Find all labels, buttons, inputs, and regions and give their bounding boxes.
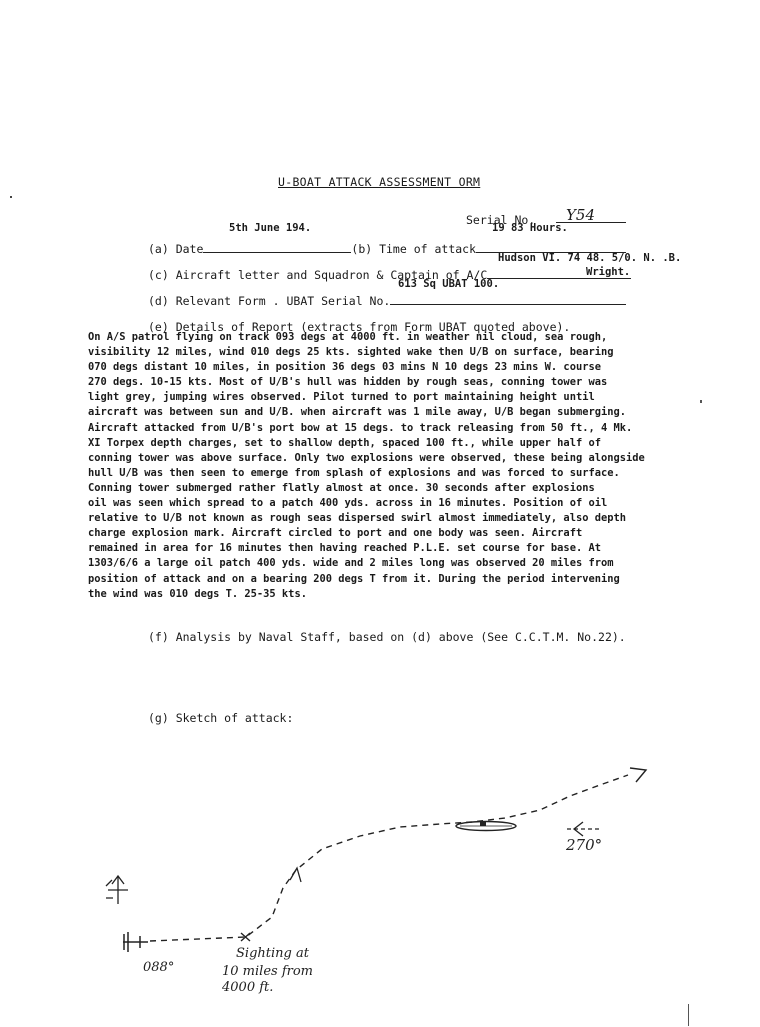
report-line: 270 degs. 10-15 kts. Most of U/B's hull was hidden by rough seas, conning tower was (88, 376, 608, 389)
aircraft-icon (123, 932, 148, 952)
aircraft-track (150, 775, 628, 941)
report-line: aircraft was between sun and U/B. when aircraft was 1 mile away, U/B began submerging. (88, 406, 626, 419)
uboat-heading-label: 270° (566, 836, 603, 854)
report-line: XI Torpex depth charges, set to shallow depth, spaced 100 ft., while upper half of (88, 436, 601, 449)
report-line: Aircraft attacked from U/B's port bow at 15 degs. to track releasing from 50 ft., 4 Mk. (88, 421, 633, 434)
report-line: oil was seen which spread to a patch 400 yds. across in 16 minutes. Position of oil (88, 497, 608, 510)
north-arrow-icon (106, 876, 128, 904)
form-title: U-BOAT ATTACK ASSESSMENT ORM (278, 175, 481, 189)
scan-edge-mark (688, 1004, 689, 1026)
scan-speck (10, 196, 12, 198)
report-line: On A/S patrol flying on track 093 degs at 4000 ft. in weather nil cloud, sea rough, (88, 331, 608, 343)
report-line: position of attack and on a bearing 200 degs T from it. During the period intervening (88, 572, 620, 585)
report-line: hull U/B was then seen to emerge from splash of explosions and was forced to surface. (88, 466, 620, 479)
report-line: remained in area for 16 minutes then having reached P.L.E. set course for base. At (88, 542, 601, 555)
aircraft-value: Hudson VI. 74 48. 5/0. N. .B. (498, 252, 682, 264)
field-g-label: (g) Sketch of attack: (148, 711, 294, 725)
date-value: 5th June 194. (229, 222, 312, 234)
report-line: visibility 12 miles, wind 010 degs 25 kts. sighted wake then U/B on surface, bearing (88, 346, 614, 359)
uboat-heading-arrow-icon (567, 822, 600, 836)
report-line: conning tower was above surface. Only two explosions were observed, these being alongside (88, 451, 645, 464)
serial-value: Y54 (566, 206, 595, 224)
uboat-icon (456, 821, 516, 831)
captain-value: Wright. (586, 266, 631, 278)
aircraft-heading-label: 088° (143, 960, 175, 975)
report-line: 070 degs distant 10 miles, in position 36 degs 03 mins N 10 degs 23 mins W. course (88, 361, 601, 374)
field-d-label: (d) Relevant Form . UBAT Serial No. (148, 294, 391, 308)
report-line: Conning tower submerged rather flatly almost at once. 30 seconds after explosions (88, 481, 595, 494)
field-c-label: (c) Aircraft letter and Squadron & Captain of A/C (148, 268, 488, 282)
report-line: 1303/6/6 a large oil patch 400 yds. wide and 2 miles long was observed 20 miles from (88, 557, 614, 570)
report-line: light grey, jumping wires observed. Pilot turned to port maintaining height until (88, 391, 595, 404)
scan-speck (700, 400, 702, 403)
field-b-label: (b) Time of attack (351, 242, 477, 256)
field-f-label: (f) Analysis by Naval Staff, based on (d) above (See C.C.T.M. No.22). (148, 630, 626, 644)
field-a-label: (a) Date (148, 242, 204, 256)
sighting-note-line-3: 4000 ft. (222, 980, 274, 995)
sighting-note-line-2: 10 miles from (222, 964, 313, 979)
serial-label: Serial No. (466, 213, 536, 227)
field-e-label: (e) Details of Report (extracts from Form UBAT quoted above). (148, 320, 571, 334)
track-arrowhead-icon (630, 768, 646, 782)
squadron-value: 613 Sq UBAT 100. (398, 278, 500, 290)
report-line: charge explosion mark. Aircraft circled to port and one body was seen. Aircraft (88, 527, 583, 540)
report-line: the wind was 010 degs T. 25-35 kts. (88, 587, 307, 600)
sighting-note-line-1: Sighting at (236, 946, 309, 961)
hours-value: 19 83 Hours. (492, 222, 568, 234)
report-line: relative to U/B not known as rough seas dispersed swirl almost immediately, also depth (88, 512, 626, 525)
track-mid-arrow-icon (290, 868, 301, 882)
